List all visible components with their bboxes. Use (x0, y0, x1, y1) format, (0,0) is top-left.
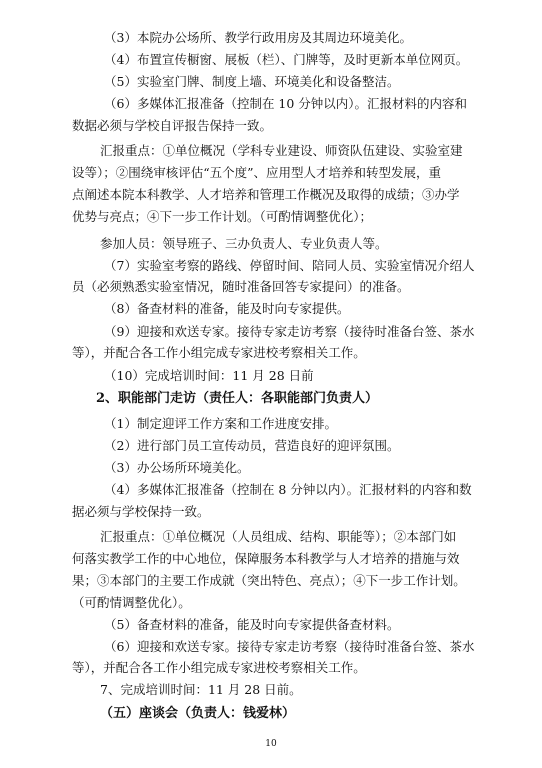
text-line: 等），并配合各工作小组完成专家进校考察相关工作。 (72, 660, 366, 676)
section-heading: （五）座谈会（负责人：钱爱林） (100, 706, 296, 721)
text-line: （可酌情调整优化）。 (72, 594, 191, 610)
text-line: （6）迎接和欢送专家。接待专家走访考察（接待时准备台签、茶水 (104, 638, 475, 654)
text-line: （8）备查材料的准备，能及时向专家提供。 (104, 300, 350, 316)
text-line: （10）完成培训时间：11 月 28 日前 (104, 367, 314, 383)
text-line: 何落实教学工作的中心地位，保障服务本科教学与人才培养的措施与效 (72, 550, 460, 566)
text-line: （1）制定迎评工作方案和工作进度安排。 (104, 415, 337, 431)
text-line: （6）多媒体汇报准备（控制在 10 分钟以内）。汇报材料的内容和 (104, 95, 468, 111)
text-line: 果；③本部门的主要工作成就（突出特色、亮点）；④下一步工作计划。 (72, 572, 466, 588)
text-line: （5）备查材料的准备，能及时向专家提供备查材料。 (104, 616, 400, 632)
text-line: 汇报重点：①单位概况（人员组成、结构、职能等）；②本部门如 (100, 528, 457, 544)
text-line: 7、完成培训时间：11 月 28 日前。 (100, 682, 302, 698)
text-line: 设等）；②围绕审核评估“五个度”、应用型人才培养和转型发展，重 (72, 165, 442, 180)
text-line: 数据必须与学校自评报告保持一致。 (72, 117, 273, 133)
text-line: （3）办公场所环境美化。 (104, 459, 250, 475)
page-number: 10 (265, 739, 277, 749)
text-line: 等），并配合各工作小组完成专家进校考察相关工作。 (72, 344, 366, 360)
text-line: （9）迎接和欢送专家。接待专家走访考察（接待时准备台签、茶水 (104, 323, 475, 339)
text-line: 员（必须熟悉实验室情况，随时准备回答专家提问）的准备。 (72, 279, 410, 294)
text-line: 优势与亮点；④下一步工作计划。（可酌情调整优化）； (72, 208, 373, 224)
text-line: 汇报重点：①单位概况（学科专业建设、师资队伍建设、实验室建 (100, 143, 463, 159)
text-line: 参加人员：领导班子、三办负责人、专业负责人等。 (100, 235, 388, 251)
text-line: 点阐述本院本科教学、人才培养和管理工作概况及取得的成绩；③办学 (72, 187, 460, 202)
text-line: （4）多媒体汇报准备（控制在 8 分钟以内）。汇报材料的内容和数 (104, 481, 472, 497)
text-line: （5）实验室门牌、制度上墙、环境美化和设备整洁。 (104, 73, 400, 89)
text-line: （7）实验室考察的路线、停留时间、陪同人员、实验室情况介绍人 (104, 257, 475, 273)
text-line: 据必须与学校保持一致。 (72, 503, 210, 519)
text-line: （4）布置宣传橱窗、展板（栏）、门牌等，及时更新本单位网页。 (104, 51, 469, 67)
text-line: （3）本院办公场所、教学行政用房及其周边环境美化。 (104, 30, 412, 45)
section-heading: 2、职能部门走访（责任人：各职能部门负责人） (96, 391, 379, 407)
text-line: （2）进行部门员工宣传动员，营造良好的迎评氛围。 (104, 437, 400, 453)
